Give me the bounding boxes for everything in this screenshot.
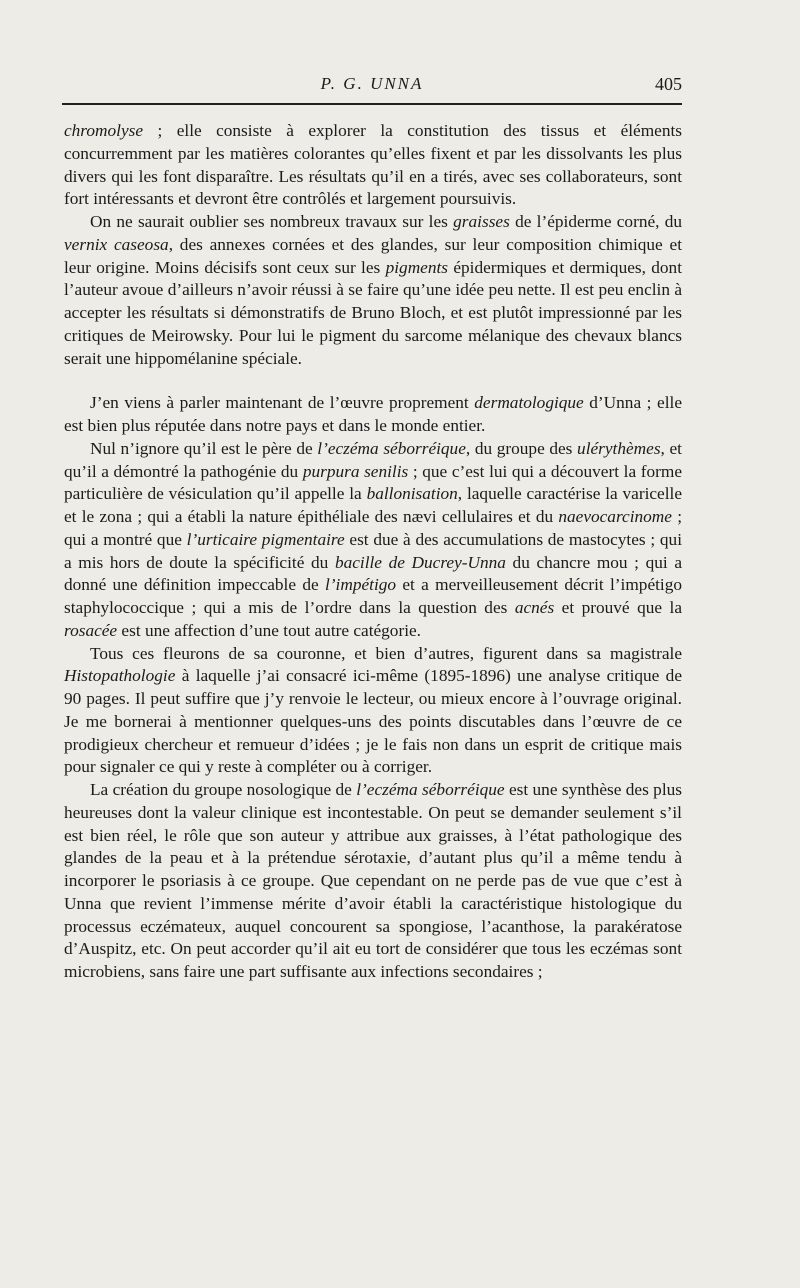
text-run: est une synthèse des plus heureuses dont la valeur clinique est incontestable. On peut se demander seulement s’il est bien réel, le rôle que son auteur y attribue aux graisses, à l’état pathologique des glandes de la peau et à la prétendue sérotaxie, d’autant plus qu’il a même tendu à incorporer le psoriasis à ce groupe. Que cependant on ne perde pas de vue que c’est à Unna que revient l’immense mérite d’avoir établi la caractéristique histologique du processus eczémateux, auquel concourent sa spongiose, l’acanthose, la parakératose d’Auspitz, etc. On peut accorder qu’il ait eu tort de considérer que tous les eczémas sont microbiens, sans faire une part suffisante aux infections secondaires ; xyxy=(64,780,682,981)
italic-term: bacille de Ducrey-Unna xyxy=(334,552,506,572)
text-run: à laquelle j’ai consacré ici-même (1895-1896) une analyse critique de 90 pages. Il peut suffire que j’y renvoie le lecteur, ou mieux encore à l’ouvrage original. Je me bornerai à mentionner quelques-uns des points discutables dans l’œuvre de ce prodigieux chercheur et remueur d’idées ; je le fais non dans un esprit de critique mais pour signaler ce qui y reste à compléter ou à corriger. xyxy=(64,666,682,777)
text-run: du chancre mou ; qui a donné une définition impeccable de xyxy=(64,552,682,595)
text-run: est une affection d’une tout autre catégorie. xyxy=(117,620,421,640)
text-run: d’Unna ; elle est bien plus réputée dans notre pays et dans le monde entier. xyxy=(64,393,682,435)
header-rule xyxy=(62,103,682,105)
text-run: , et qu’il a démontré la pathogénie du xyxy=(64,438,682,481)
text-run: , laquelle caractérise la varicelle et le zona ; qui a établi la nature épithéliale des nævi cellulaires et du xyxy=(64,484,683,526)
page-number: 405 xyxy=(655,74,682,94)
paragraph xyxy=(64,643,682,780)
text-run: de l’épiderme corné, du xyxy=(509,212,683,231)
text-run: ; qui a montré que xyxy=(64,507,682,549)
italic-term: ulérythèmes xyxy=(577,438,661,458)
italic-term: l’eczéma séborréique xyxy=(356,780,505,799)
italic-term: dermatologique xyxy=(474,393,584,413)
text-run: ; elle consiste à explorer la constitution des tissus et éléments concurremment par les matières colorantes qu’elles fixent et par les dissolvants les plus divers qui les font disparaître. Les résultats qu’il en a tirés, avec ses collaborateurs, sont fort intéressants et devront être contrôlés et largement poursuivis. xyxy=(64,121,682,209)
italic-term: chromolyse xyxy=(64,121,144,140)
text-run: , des annexes cornées et des glandes, sur leur composition chimique et leur origine. Moins décisifs sont ceux sur les xyxy=(64,234,682,277)
italic-term: graisses xyxy=(453,212,510,231)
text-run: , du groupe des xyxy=(465,438,578,458)
text-run: La création du groupe nosologique de xyxy=(90,780,357,799)
italic-term: vernix caseosa xyxy=(64,234,169,254)
page-header xyxy=(62,74,682,98)
running-head: P. G. UNNA xyxy=(320,74,424,93)
text-run: épidermiques et dermiques, dont l’auteur avoue d’ailleurs n’avoir réussi à se faire qu’une idée peu nette. Il est peu enclin à accepter les résultats si démonstratifs de Bruno Bloch, et est plutôt impressionné par les critiques de Meirowsky. Pour lui le pigment du sarcome mélanique des chevaux blancs serait une hippomélanine spéciale. xyxy=(64,257,682,368)
text-run: et prouvé que la xyxy=(554,598,682,617)
italic-term: l’urticaire pigmentaire xyxy=(186,529,345,549)
text-run: est due à des accumulations de mastocytes ; qui a mis hors de doute la spécificité du xyxy=(64,529,682,572)
italic-term: l’eczéma séborréique xyxy=(317,438,466,458)
body-text xyxy=(64,120,682,984)
italic-term: naevocarcinome xyxy=(558,507,672,526)
italic-term: purpura senilis xyxy=(302,461,409,481)
paragraph xyxy=(64,438,682,643)
text-run: J’en viens à parler maintenant de l’œuvre proprement xyxy=(90,393,475,413)
italic-term: rosacée xyxy=(64,620,118,640)
italic-term: ballonisation xyxy=(366,484,458,504)
paragraph xyxy=(64,211,682,370)
italic-term: l’impétigo xyxy=(325,575,397,595)
paragraph xyxy=(64,120,682,211)
italic-term: acnés xyxy=(514,598,555,617)
italic-term: pigments xyxy=(385,257,449,277)
text-run: Tous ces fleurons de sa couronne, et bien d’autres, figurent dans sa magistrale xyxy=(90,643,682,663)
paragraph xyxy=(64,779,682,984)
paragraph xyxy=(64,392,682,438)
italic-term: Histopathologie xyxy=(64,666,176,686)
text-run: ; que c’est lui qui a découvert la forme particulière de vésiculation qu’il appelle la xyxy=(64,461,682,504)
text-run: On ne saurait oublier ses nombreux travaux sur les xyxy=(90,212,454,231)
text-run: et a merveilleusement décrit l’impétigo staphylococcique ; qui a mis de l’ordre dans la question des xyxy=(64,575,682,617)
text-run: Nul n’ignore qu’il est le père de xyxy=(90,438,318,458)
